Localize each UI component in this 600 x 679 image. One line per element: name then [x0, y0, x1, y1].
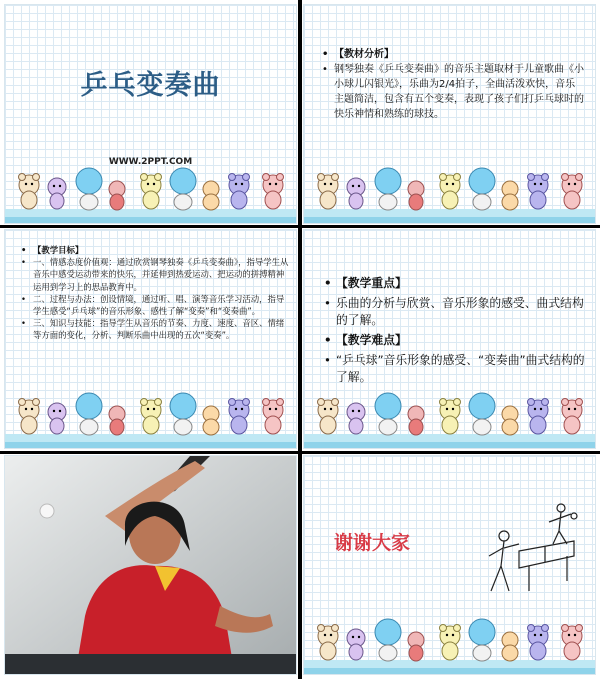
grid-divider-horizontal — [0, 225, 600, 228]
animal-strip-decoration — [304, 390, 596, 448]
grid-divider-vertical — [298, 0, 302, 679]
slide-title[interactable] — [4, 4, 297, 224]
teaching-goal-item: • 三、知识与技能：指导学生从音乐的节奏、力度、速度、音区、情绪等方面的变化，分析、判断乐曲中出现的五次“变奏”。 — [21, 317, 289, 341]
animal-strip-decoration — [304, 165, 596, 223]
table-tennis-sketch — [479, 496, 579, 606]
key-point-body: • 乐曲的分析与欣赏、音乐形象的感受、曲式结构的了解。 — [324, 295, 586, 329]
difficulty-body: • “乒乓球”音乐形象的感受、“变奏曲”曲式结构的了解。 — [324, 352, 586, 386]
animal-strip-decoration — [5, 390, 297, 448]
difficulty-heading: • 【教学难点】 — [324, 332, 586, 349]
material-analysis-body: • 钢琴独奏《乒乓变奏曲》的音乐主题取材于儿童歌曲《小小球儿闪银光》，乐曲为2/4拍子，全曲活泼欢快，音乐主题简洁，包含有五个变奏，表现了孩子们打乒乓球时的快乐神情和熟练的球技。 — [322, 62, 584, 122]
thanks-text: 谢谢大家 — [334, 532, 411, 554]
key-point-heading: • 【教学重点】 — [324, 275, 586, 292]
material-analysis-text — [322, 47, 584, 122]
teaching-goals-text — [21, 244, 289, 342]
animal-strip-decoration — [304, 616, 596, 674]
slide-photo[interactable] — [4, 455, 297, 675]
slide-key-points[interactable] — [303, 229, 596, 449]
slide-title-text: 乒乓变奏曲 — [80, 70, 221, 101]
teaching-goal-item: • 一、情感态度价值观：通过欣赏钢琴独奏《乒乓变奏曲》，指导学生从音乐中感受运动带来的快乐，并延伸到热爱运动、把运动的拼搏精神运用到学习上的思品教育中。 — [21, 256, 289, 293]
animal-strip-decoration — [5, 165, 297, 223]
slide-thanks[interactable] — [303, 455, 596, 675]
material-analysis-heading: • 【教材分析】 — [322, 47, 584, 62]
slide-material-analysis[interactable] — [303, 4, 596, 224]
table-tennis-player-photo — [5, 456, 297, 675]
grid-divider-horizontal — [0, 451, 600, 454]
teaching-goals-heading: • 【教学目标】 — [21, 244, 289, 256]
teaching-goal-item: • 二、过程与办法：创设情境，通过听、唱、演等音乐学习活动，指导学生感受“乒乓球”的音乐形象、感性了解“变奏”和“变奏曲”。 — [21, 293, 289, 317]
website-url: WWW.2PPT.COM — [108, 157, 193, 167]
key-points-text — [324, 275, 586, 389]
slide-teaching-goals[interactable] — [4, 229, 297, 449]
